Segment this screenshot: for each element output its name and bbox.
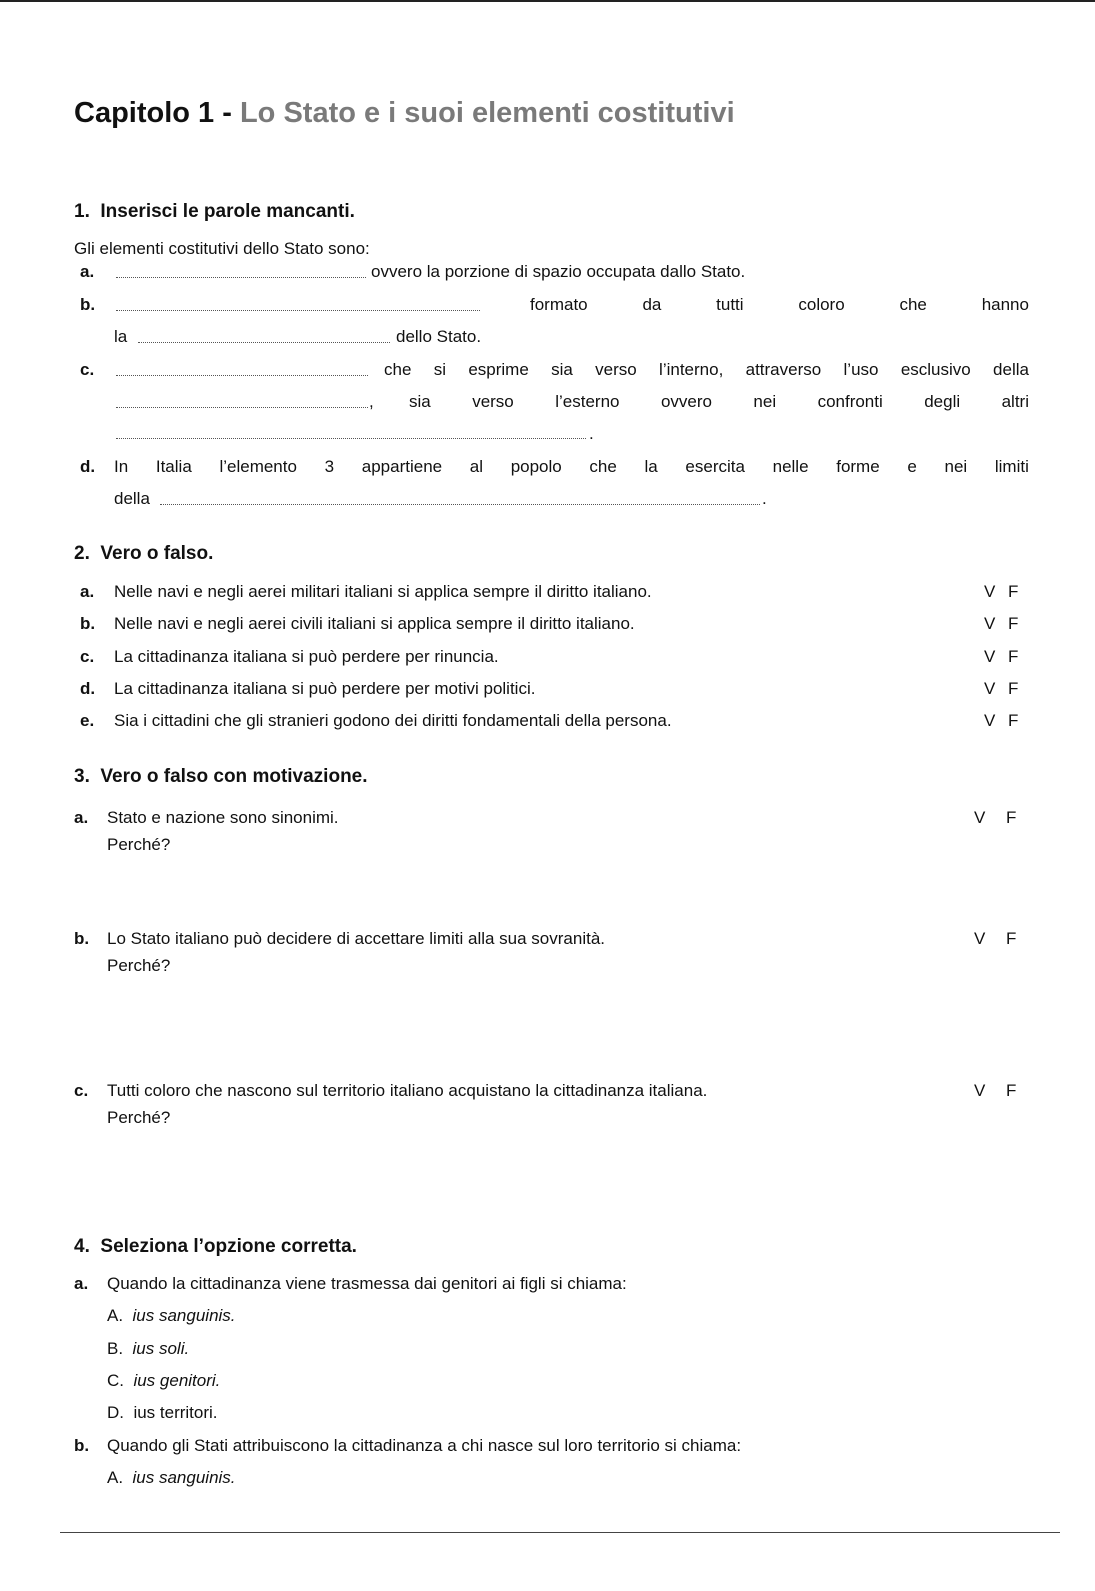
item-2b-text: Nelle navi e negli aerei civili italiani si applica sempre il diritto italiano. [114,614,635,633]
true-option[interactable]: V [984,711,996,730]
word: esprime [468,360,529,379]
word: 3 [324,457,335,476]
word: forme [836,457,880,476]
option-text: ius genitori. [133,1371,221,1390]
word: si [433,360,447,379]
word: che [899,295,927,314]
item-2c-text: La cittadinanza italiana si può perdere per rinuncia. [114,647,499,666]
word: ovvero [660,392,712,411]
item-3a-text: Stato e nazione sono sinonimi. [107,808,339,827]
word: Italia [155,457,192,476]
option-letter: D. [107,1403,124,1422]
false-option[interactable]: F [1006,1081,1017,1100]
item-1d-label: d. [80,457,96,476]
item-3c-label: c. [74,1081,89,1100]
item-2a-label: a. [80,582,95,601]
option-text: ius sanguinis. [132,1468,236,1487]
word: la [644,457,658,476]
item-2b-label: b. [80,614,96,633]
item-2a-text: Nelle navi e negli aerei militari italiani si applica sempre il diritto italiano. [114,582,652,601]
item-2d-text: La cittadinanza italiana si può perdere per motivi politici. [114,679,536,698]
question-4b-label: b. [74,1436,90,1455]
true-false-2d[interactable] [984,679,1018,699]
true-option[interactable]: V [984,647,996,666]
option-4a-C[interactable] [107,1371,220,1391]
word: da [642,295,662,314]
why-label-3a: Perché? [107,835,171,854]
item-3c-text: Tutti coloro che nascono sul territorio italiano acquistano la cittadinanza italiana. [107,1081,708,1100]
fill-blank-1c-2[interactable] [116,407,368,408]
word: l’esterno [555,392,620,411]
item-1b-line2-start: la [114,327,128,346]
fill-blank-1c-1[interactable] [116,375,368,376]
question-4a-label: a. [74,1274,89,1293]
fill-blank-1d[interactable] [160,504,760,505]
true-false-2c[interactable] [984,647,1018,667]
word: esclusivo [900,360,971,379]
option-text: ius soli. [132,1339,190,1358]
item-1a-text: ovvero la porzione di spazio occupata dallo Stato. [371,262,746,281]
chapter-subtitle: Lo Stato e i suoi elementi costitutivi [239,97,735,129]
true-false-3b[interactable] [974,929,1016,949]
page-title [74,96,735,130]
fill-blank-1b-2[interactable] [138,342,390,343]
word: nei [944,457,968,476]
why-label-3c: Perché? [107,1108,171,1127]
false-option[interactable]: F [1008,582,1019,601]
item-1d-period: . [762,489,767,508]
true-option[interactable]: V [984,582,996,601]
word: che [589,457,617,476]
true-false-2a[interactable] [984,582,1018,602]
item-1b-label: b. [80,295,96,314]
true-option[interactable]: V [974,808,986,827]
item-1b-words [530,295,1029,315]
item-3b-text: Lo Stato italiano può decidere di accettare limiti alla sua sovranità. [107,929,606,948]
fill-blank-1b-1[interactable] [116,310,480,311]
word: che [384,360,412,379]
word: al [469,457,484,476]
true-option[interactable]: V [974,929,986,948]
chapter-label: Capitolo 1 - [74,97,232,129]
false-option[interactable]: F [1008,711,1019,730]
item-1d-words [114,457,1029,477]
false-option[interactable]: F [1008,647,1019,666]
fill-blank-1c-3[interactable] [116,438,586,439]
question-4b-text: Quando gli Stati attribuiscono la cittadinanza a chi nasce sul loro territorio si chiama: [107,1436,742,1455]
option-text: ius territori. [133,1403,218,1422]
item-3a-label: a. [74,808,89,827]
page-bottom-divider [60,1532,1060,1533]
item-1c-words-line2 [409,392,1029,412]
option-text: ius sanguinis. [132,1306,236,1325]
true-false-2b[interactable] [984,614,1018,634]
true-false-3a[interactable] [974,808,1016,828]
top-border [0,0,1095,2]
word: sia [551,360,573,379]
word: e [907,457,917,476]
true-option[interactable]: V [984,614,996,633]
item-1c-period: . [589,424,594,443]
option-4a-D[interactable] [107,1403,218,1423]
word: limiti [994,457,1029,476]
word: nei [753,392,777,411]
word: altri [1001,392,1029,411]
option-4a-B[interactable] [107,1339,189,1359]
item-2d-label: d. [80,679,96,698]
word: hanno [981,295,1029,314]
item-1c-words-line1 [384,360,1029,380]
word: attraverso [745,360,822,379]
word: confronti [817,392,883,411]
exercise-1-intro: Gli elementi costitutivi dello Stato sono: [74,239,370,258]
word: verso [472,392,514,411]
word: esercita [685,457,745,476]
question-4a-text: Quando la cittadinanza viene trasmessa dai genitori ai figli si chiama: [107,1274,627,1293]
word: verso [595,360,637,379]
word: l’interno, [659,360,724,379]
exercise-1-heading: 1. Inserisci le parole mancanti. [74,201,355,222]
word: appartiene [361,457,443,476]
item-2e-label: e. [80,711,95,730]
option-letter: C. [107,1371,124,1390]
word: popolo [510,457,562,476]
item-3b-label: b. [74,929,90,948]
word: l’elemento [219,457,297,476]
why-label-3b: Perché? [107,956,171,975]
true-option[interactable]: V [974,1081,986,1100]
option-letter: B. [107,1339,124,1358]
fill-blank-1a[interactable] [116,277,366,278]
word: degli [924,392,961,411]
word: l’uso [843,360,879,379]
item-1b-line2-end: dello Stato. [396,327,482,346]
exercise-3-heading: 3. Vero o falso con motivazione. [74,766,368,787]
true-false-3c[interactable] [974,1081,1016,1101]
item-2c-label: c. [80,647,95,666]
true-option[interactable]: V [984,679,996,698]
false-option[interactable]: F [1006,808,1017,827]
item-1d-line2-start: della [114,489,150,508]
true-false-2e[interactable] [984,711,1018,731]
false-option[interactable]: F [1008,679,1019,698]
option-letter: A. [107,1468,124,1487]
item-1c-label: c. [80,360,95,379]
word: della [993,360,1029,379]
item-1c-comma: , [369,392,374,411]
word: formato [530,295,588,314]
option-4a-A[interactable] [107,1306,236,1326]
false-option[interactable]: F [1006,929,1017,948]
exercise-4-heading: 4. Seleziona l’opzione corretta. [74,1236,357,1257]
word: nelle [772,457,809,476]
false-option[interactable]: F [1008,614,1019,633]
item-2e-text: Sia i cittadini che gli stranieri godono dei diritti fondamentali della persona. [114,711,672,730]
option-letter: A. [107,1306,124,1325]
word: coloro [798,295,845,314]
word: tutti [716,295,744,314]
option-4b-A[interactable] [107,1468,236,1488]
item-1a-label: a. [80,262,95,281]
word: sia [409,392,431,411]
word: In [114,457,129,476]
exercise-2-heading: 2. Vero o falso. [74,543,214,564]
